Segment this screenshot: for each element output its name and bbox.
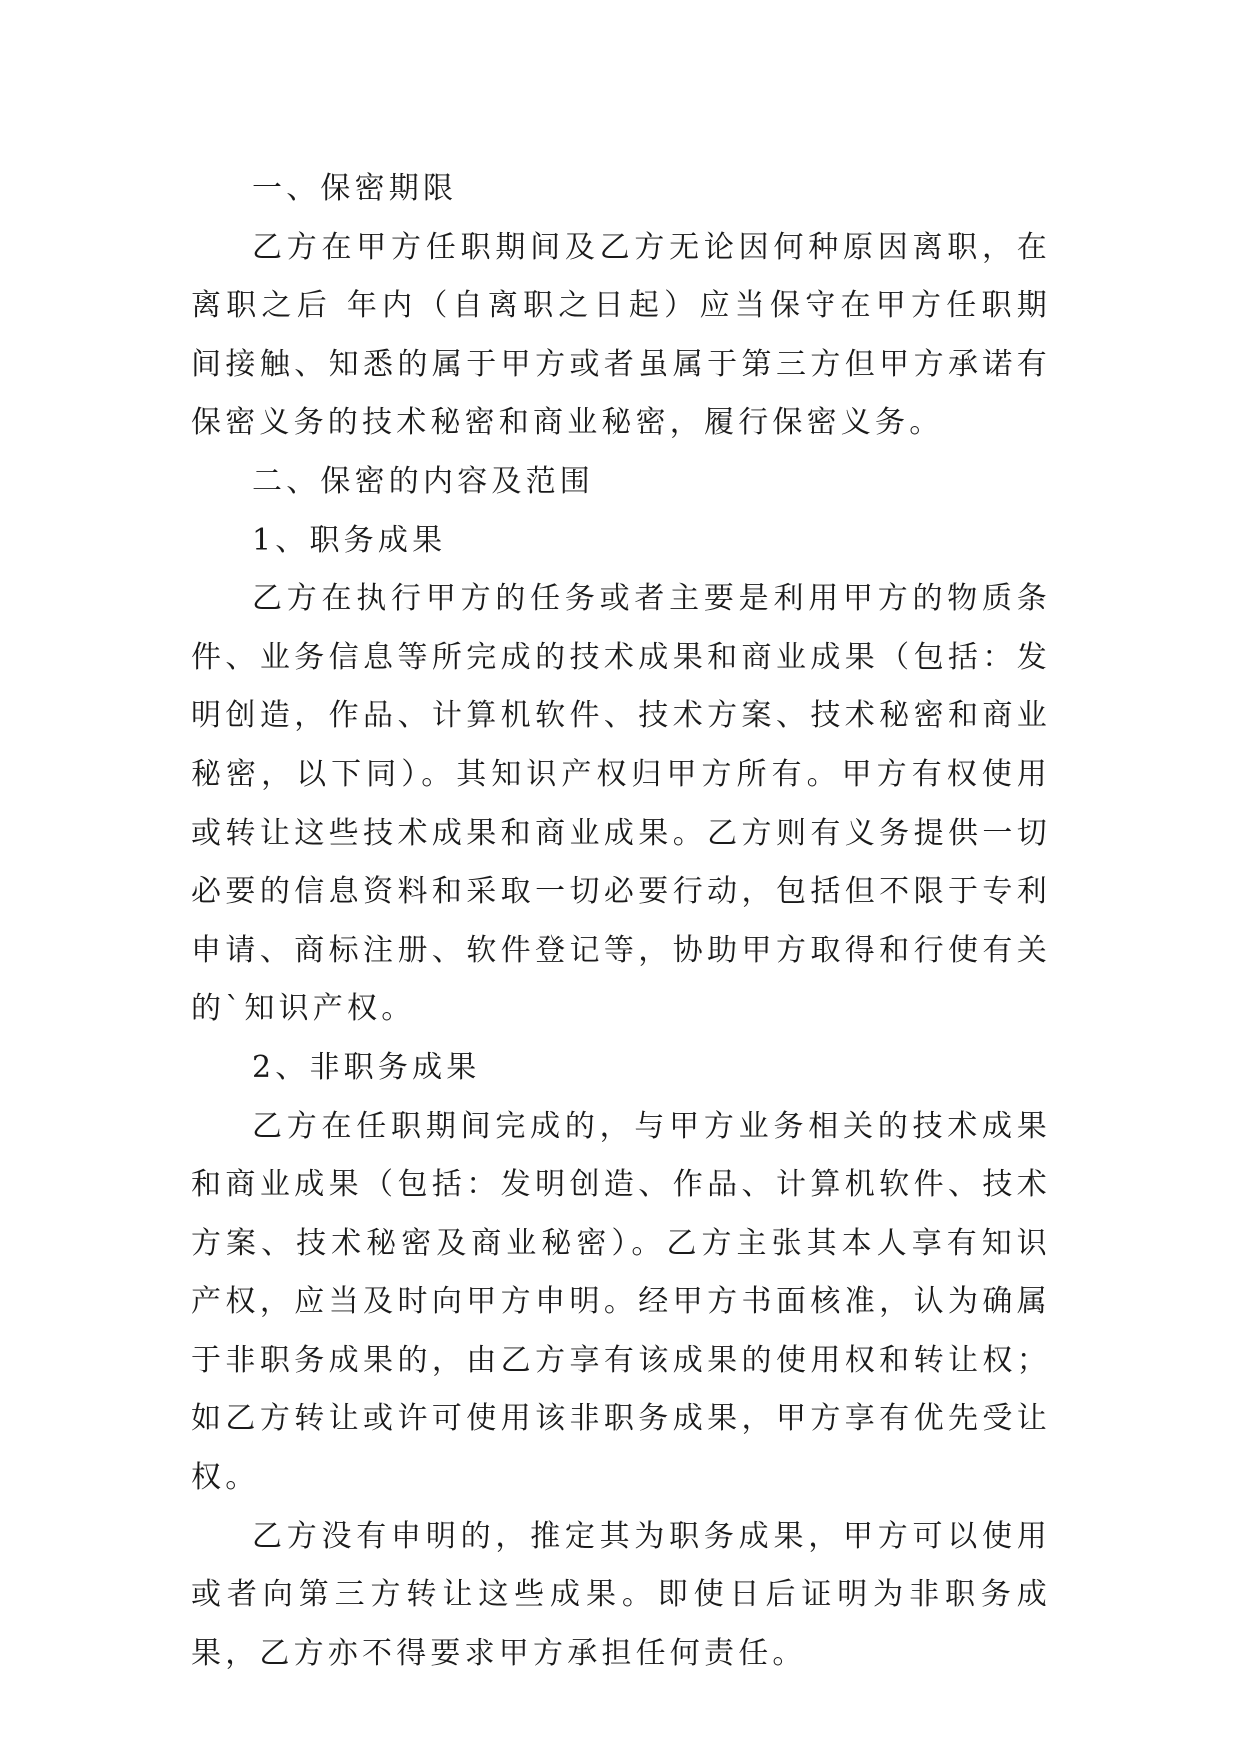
- subheading-non-work-results: 2、非职务成果: [252, 1049, 481, 1085]
- paragraph-work-results: 乙方在执行甲方的任务或者主要是利用甲方的物质条件、业务信息等所完成的技术成果和商业成果（包括：发明创造，作品、计算机软件、技术方案、技术秘密和商业秘密，以下同）。其知识产权归甲方所有。甲方有权使用或转让这些技术成果和商业成果。乙方则有义务提供一切必要的信息资料和采取一切必要行动，包括但不限于专利申请、商标注册、软件登记等，协助甲方取得和行使有关的`知识产权。: [191, 581, 1051, 1027]
- paragraph-non-work-results: 乙方在任职期间完成的，与甲方业务相关的技术成果和商业成果（包括：发明创造、作品、计算机软件、技术方案、技术秘密及商业秘密）。乙方主张其本人享有知识产权，应当及时向甲方申明。经甲方书面核准，认为确属于非职务成果的，由乙方享有该成果的使用权和转让权；如乙方转让或许可使用该非职务成果，甲方享有优先受让权。: [191, 1108, 1051, 1496]
- subheading-work-results: 1、职务成果: [252, 522, 447, 558]
- paragraph-confidentiality-period: 乙方在甲方任职期间及乙方无论因何种原因离职，在离职之后 年内（自离职之日起）应当保守在甲方任职期间接触、知悉的属于甲方或者虽属于第三方但甲方承诺有保密义务的技术秘密和商业秘密，履行保密义务。: [191, 229, 1051, 441]
- paragraph-undeclared-results: 乙方没有申明的，推定其为职务成果，甲方可以使用或者向第三方转让这些成果。即使日后证明为非职务成果，乙方亦不得要求甲方承担任何责任。: [191, 1518, 1051, 1671]
- section-heading-confidentiality-period: 一、保密期限: [252, 171, 458, 206]
- document-body: [191, 160, 1051, 1683]
- section-heading-content-scope: 二、保密的内容及范围: [252, 463, 594, 499]
